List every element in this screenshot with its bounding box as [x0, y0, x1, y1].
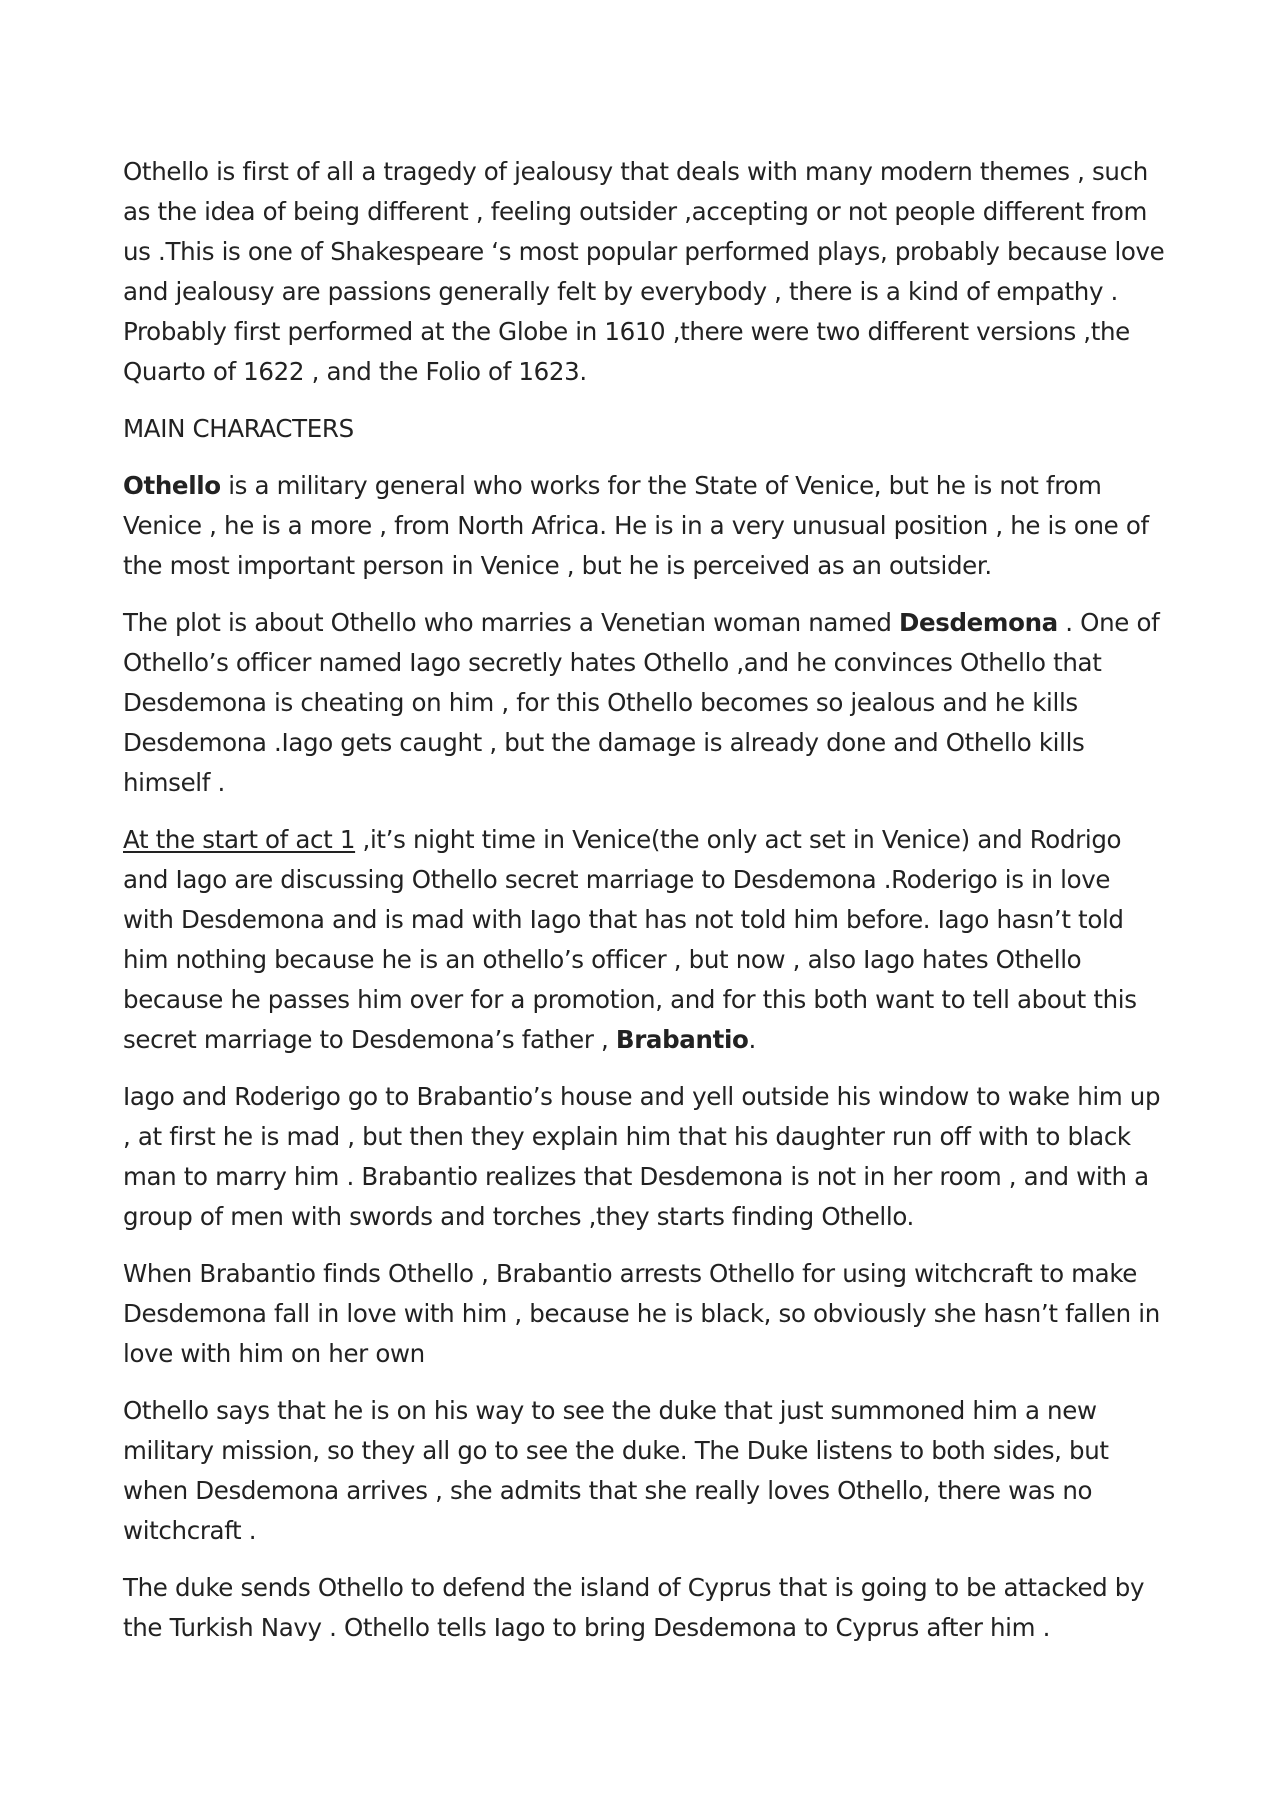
character-name-brabantio: Brabantio	[615, 1025, 749, 1054]
act1-text-end: .	[748, 1025, 756, 1054]
arrest-paragraph: When Brabantio finds Othello , Brabantio arrests Othello for using witchcraft to make Desdemona fall in love with him , because he is black, so obviously she hasn’t fallen in love with him on her own	[123, 1259, 1160, 1368]
intro-paragraph: Othello is first of all a tragedy of jealousy that deals with many modern themes , such as the idea of being different , feeling outsider ,accepting or not people different from us .This is one of Shakespeare ‘s most popular performed plays, probably because love and jealousy are passions generally felt by everybody , there is a kind of empathy . Probably first performed at the Globe in 1610 ,there were two different versions ,the Quarto of 1622 , and the Folio of 1623.	[123, 157, 1165, 386]
cyprus-paragraph: The duke sends Othello to defend the island of Cyprus that is going to be attacked by the Turkish Navy . Othello tells Iago to bring Desdemona to Cyprus after him .	[123, 1573, 1145, 1642]
character-name-othello: Othello	[123, 471, 221, 500]
othello-description: is a military general who works for the State of Venice, but he is not from Venice , he is a more , from North Africa. He is in a very unusual position , he is one of the most important person in Venice , but he is perceived as an outsider.	[123, 471, 1149, 580]
character-name-desdemona: Desdemona	[898, 608, 1058, 637]
brabantio-house-paragraph: Iago and Roderigo go to Brabantio’s house and yell outside his window to wake him up , at first he is mad , but then they explain him that his daughter run off with to black man to marry him . Brabantio realizes that Desdemona is not in her room , and with a group of men with swords and torches ,they starts finding Othello.	[123, 1082, 1161, 1231]
document-page	[123, 152, 1168, 1665]
duke-paragraph: Othello says that he is on his way to see the duke that just summoned him a new military mission, so they all go to see the duke. The Duke listens to both sides, but when Desdemona arrives , she admits that she really loves Othello, there was no witchcraft .	[123, 1396, 1109, 1545]
plot-paragraph	[123, 603, 1168, 803]
act1-paragraph	[123, 820, 1168, 1060]
act1-text: ,it’s night time in Venice(the only act set in Venice) and Rodrigo and Iago are discussing Othello secret marriage to Desdemona .Roderigo is in love with Desdemona and is mad with Iago that has not told him before. Iago hasn’t told him nothing because he is an othello’s officer , but now , also Iago hates Othello because he passes him over for a promotion, and for this both want to tell about this secret marriage to Desdemona’s father ,	[123, 825, 1137, 1054]
act1-label: At the start of act 1	[123, 825, 356, 854]
section-heading: MAIN CHARACTERS	[123, 414, 354, 443]
plot-text-before: The plot is about Othello who marries a Venetian woman named	[123, 608, 899, 637]
othello-paragraph	[123, 466, 1168, 586]
plot-text-after: . One of Othello’s officer named Iago secretly hates Othello ,and he convinces Othello that Desdemona is cheating on him , for this Othello becomes so jealous and he kills Desdemona .Iago gets caught , but the damage is already done and Othello kills himself .	[123, 608, 1160, 797]
